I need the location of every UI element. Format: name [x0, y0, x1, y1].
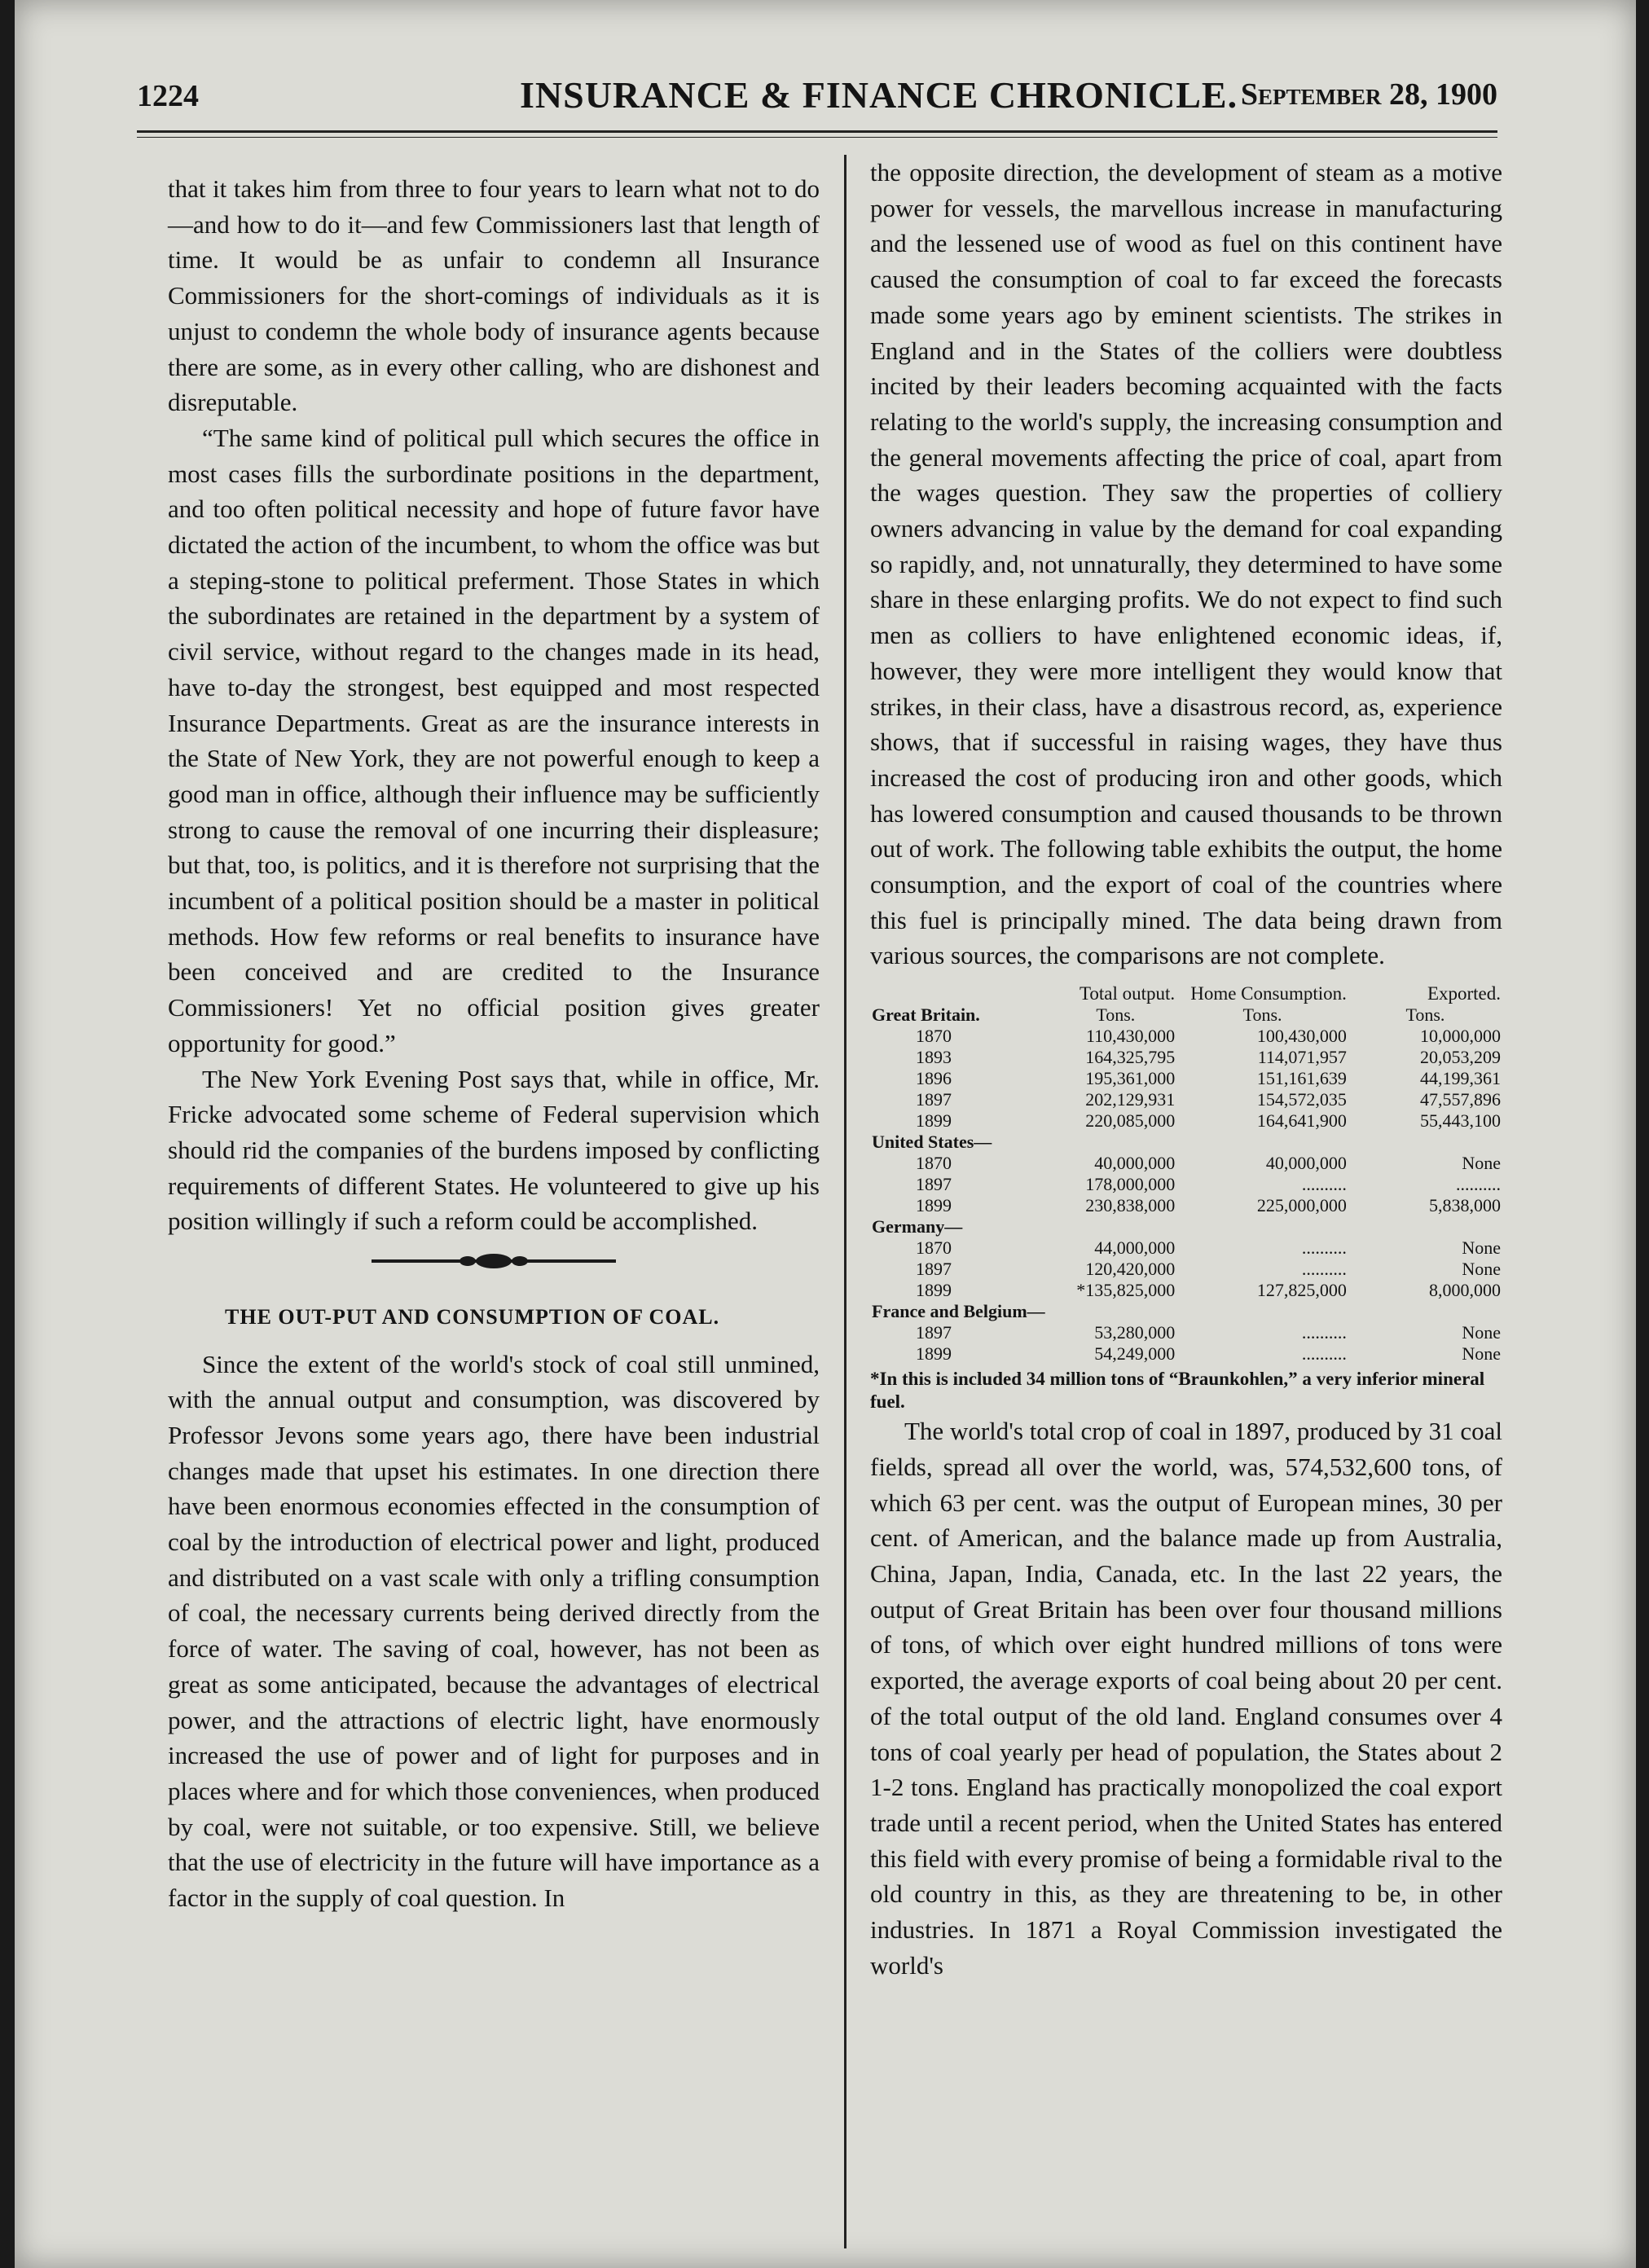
- country-label: Great Britain.: [872, 1004, 980, 1026]
- year-cell: 1870: [916, 1237, 952, 1259]
- table-row: [870, 1301, 1502, 1322]
- year-cell: 1899: [916, 1343, 952, 1365]
- right-column: [870, 155, 1502, 1983]
- table-cell: 151,161,639: [1256, 1068, 1347, 1089]
- table-row: [870, 1216, 1502, 1237]
- table-row: [870, 1280, 1502, 1301]
- column-divider: [844, 155, 846, 2248]
- table-row: [870, 1132, 1502, 1153]
- table-cell: None: [1462, 1259, 1501, 1280]
- header-rule: [137, 130, 1497, 133]
- issue-date: September 28, 1900: [1240, 77, 1497, 112]
- table-row: [870, 1089, 1502, 1110]
- journal-title: INSURANCE & FINANCE CHRONICLE.: [520, 74, 1238, 116]
- table-cell: 40,000,000: [1094, 1153, 1176, 1174]
- table-cell: 40,000,000: [1265, 1153, 1347, 1174]
- table-cell: 110,430,000: [1086, 1026, 1176, 1047]
- table-cell: 164,641,900: [1256, 1110, 1347, 1132]
- year-cell: 1870: [916, 1026, 952, 1047]
- unit-label: Tons.: [1096, 1004, 1136, 1026]
- table-row: [870, 1174, 1502, 1195]
- table-cell: ..........: [1301, 1237, 1347, 1259]
- table-cell: 164,325,795: [1085, 1047, 1176, 1068]
- table-cell: 225,000,000: [1256, 1195, 1347, 1216]
- table-cell: 5,838,000: [1429, 1195, 1501, 1216]
- newspaper-page: [15, 0, 1636, 2268]
- table-row: [870, 1195, 1502, 1216]
- table-cell: 44,000,000: [1094, 1237, 1176, 1259]
- table-cell: ..........: [1301, 1174, 1347, 1195]
- table-row: [870, 1068, 1502, 1089]
- table-header: Exported.: [1427, 983, 1501, 1004]
- table-cell: 114,071,957: [1257, 1047, 1347, 1068]
- table-cell: 8,000,000: [1429, 1280, 1501, 1301]
- table-row: [870, 1343, 1502, 1365]
- header-rule-thin: [137, 137, 1497, 138]
- table-header: [870, 983, 1054, 1004]
- table-cell: 54,249,000: [1094, 1343, 1176, 1365]
- table-footnote: *In this is included 34 million tons of “Braunkohlen,” a very inferior mineral fuel.: [870, 1369, 1485, 1413]
- table-cell: None: [1462, 1237, 1501, 1259]
- left-column: [168, 171, 820, 1916]
- country-label: Germany—: [872, 1216, 963, 1237]
- table-row: [870, 1026, 1502, 1047]
- year-cell: 1896: [916, 1068, 952, 1089]
- page-number: 1224: [137, 79, 199, 113]
- page-header: [137, 67, 1497, 124]
- table-cell: ..........: [1301, 1343, 1347, 1365]
- table-cell: *135,825,000: [1076, 1280, 1176, 1301]
- table-row: [870, 1237, 1502, 1259]
- paragraph: the opposite direction, the development of steam as a motive power for vessels, the marvellous increase in manufacturing and the lessened use of wood as fuel on this continent have caused the consumption of coal to far exceed the forecasts made some years ago by eminent scientists. The strikes in England and in the States of the colliers were doubtless incited by their leaders becoming acquainted with the facts relating to the world's supply, the increasing consumption and the general movements affecting the price of coal, apart from the wages question. They saw the properties of colliery owners advancing in value by the demand for coal expanding so rapidly, and, not unnaturally, they determined to have some share in these enlarging profits. We do not expect to find such men as colliers to have enlightened economic ideas, if, however, they were more intelligent they would know that strikes, in their class, have a disastrous record, as, experience shows, that if successful in raising wages, they have thus increased the cost of producing iron and other goods, which has lowered consumption and caused thousands to be thrown out of work. The following table exhibits the output, the home consumption, and the export of coal of the countries where this fuel is principally mined. The data being drawn from various sources, the comparisons are not complete.: [870, 158, 1502, 970]
- year-cell: 1899: [916, 1110, 952, 1132]
- country-label: United States—: [872, 1132, 992, 1153]
- table-cell: 178,000,000: [1085, 1174, 1176, 1195]
- table-header: Home Consumption.: [1190, 983, 1347, 1004]
- year-cell: 1899: [916, 1195, 952, 1216]
- unit-label: Tons.: [1242, 1004, 1282, 1026]
- table-cell: 10,000,000: [1420, 1026, 1501, 1047]
- paragraph: The world's total crop of coal in 1897, produced by 31 coal fields, spread all over the world, was, 574,532,600 tons, of which 63 per cent. was the output of European mines, 30 per cent. of American, and the balance made up from Australia, China, Japan, India, Canada, etc. In the last 22 years, the output of Great Britain has been over four thousand millions of tons, of which over eight hundred millions of tons were exported, the average exports of coal being about 20 per cent. of the total output of the old land. England consumes over 4 tons of coal yearly per head of population, the States about 2 1-2 tons. England has practically monopolized the coal export trade until a recent period, when the United States has entered this field with every promise of being a formidable rival to the old country in this, as they are threatening to be, in other industries. In 1871 a Royal Commission investigated the world's: [870, 1417, 1502, 1980]
- table-header: Total output.: [1079, 983, 1176, 1004]
- table-cell: ..........: [1301, 1322, 1347, 1343]
- table-row: [870, 1259, 1502, 1280]
- table-cell: 202,129,931: [1085, 1089, 1176, 1110]
- year-cell: 1870: [916, 1153, 952, 1174]
- country-label: France and Belgium—: [872, 1301, 1045, 1322]
- table-cell: 154,572,035: [1256, 1089, 1347, 1110]
- table-cell: 120,420,000: [1085, 1259, 1176, 1280]
- table-cell: 127,825,000: [1256, 1280, 1347, 1301]
- section-heading: THE OUT-PUT AND CONSUMPTION OF COAL.: [225, 1304, 720, 1329]
- year-cell: 1897: [916, 1259, 952, 1280]
- table-cell: ..........: [1456, 1174, 1501, 1195]
- table-header-row: [870, 983, 1502, 1004]
- table-cell: ..........: [1301, 1259, 1347, 1280]
- table-row: [870, 1110, 1502, 1132]
- table-cell: 47,557,896: [1420, 1089, 1501, 1110]
- table-cell: 220,085,000: [1085, 1110, 1176, 1132]
- table-cell: None: [1462, 1343, 1501, 1365]
- coal-output-table: [870, 983, 1502, 1365]
- year-cell: 1893: [916, 1047, 952, 1068]
- year-cell: 1899: [916, 1280, 952, 1301]
- table-cell: 53,280,000: [1094, 1322, 1176, 1343]
- table-row: [870, 1322, 1502, 1343]
- paragraph: “The same kind of political pull which secures the office in most cases fills the surbordinate positions in the department, and too often political necessity and hope of future favor have dictated the action of the incumbent, to whom the office was but a steping-stone to political preferment. Those States in which the subordinates are retained in the department by a system of civil service, without regard to the changes made in its head, have to-day the strongest, best equipped and most respected Insurance Departments. Great as are the insurance interests in the State of New York, they are not powerful enough to keep a good man in office, although their influence may be sufficiently strong to cause the removal of one incurring their displeasure; but that, too, is politics, and it is therefore not surprising that the incumbent of a political position should be a master in political methods. How few reforms or real benefits to insurance have been conceived and are credited to the Insurance Commissioners! Yet no official position gives greater opportunity for good.”: [168, 423, 820, 1057]
- section-ornament: [168, 1246, 820, 1281]
- paragraph: Since the extent of the world's stock of coal still unmined, with the annual output and consumption, was discovered by Professor Jevons some years ago, there have been industrial changes made that upset his estimates. In one direction there have been enormous economies effected in the consumption of coal by the introduction of electrical power and light, produced and distributed on a vast scale with only a trifling consumption of coal, the necessary currents being derived directly from the force of water. The saving of coal, however, has not been as great as some anticipated, because the advantages of electrical power, and the attractions of electric light, have enormously increased the use of power and of light for purposes and in places where and for which those conveniences, when produced by coal, were not suitable, or too expensive. Still, we believe that the use of electricity in the future will have importance as a factor in the supply of coal question. In: [168, 1349, 820, 1913]
- table-row: [870, 1004, 1502, 1026]
- table-row: [870, 1047, 1502, 1068]
- table-cell: 55,443,100: [1420, 1110, 1501, 1132]
- table-row: [870, 1153, 1502, 1174]
- unit-label: Tons.: [1405, 1004, 1445, 1026]
- table-cell: 195,361,000: [1085, 1068, 1176, 1089]
- table-cell: 44,199,361: [1420, 1068, 1501, 1089]
- table-cell: 100,430,000: [1256, 1026, 1347, 1047]
- table-cell: 20,053,209: [1420, 1047, 1501, 1068]
- paragraph: that it takes him from three to four years to learn what not to do—and how to do it—and few Commissioners last that length of time. It would be as unfair to condemn all Insurance Commissioners for the short-comings of individuals as it is unjust to condemn the whole body of insurance agents because there are some, as in every other calling, who are dishonest and disreputable.: [168, 174, 820, 417]
- table-cell: None: [1462, 1153, 1501, 1174]
- year-cell: 1897: [916, 1089, 952, 1110]
- paragraph: The New York Evening Post says that, while in office, Mr. Fricke advocated some scheme of Federal supervision which should rid the companies of the burdens imposed by conflicting requirements of different States. He volunteered to give up his position willingly if such a reform could be accomplished.: [168, 1064, 820, 1236]
- year-cell: 1897: [916, 1174, 952, 1195]
- year-cell: 1897: [916, 1322, 952, 1343]
- table-cell: 230,838,000: [1085, 1195, 1176, 1216]
- table-cell: None: [1462, 1322, 1501, 1343]
